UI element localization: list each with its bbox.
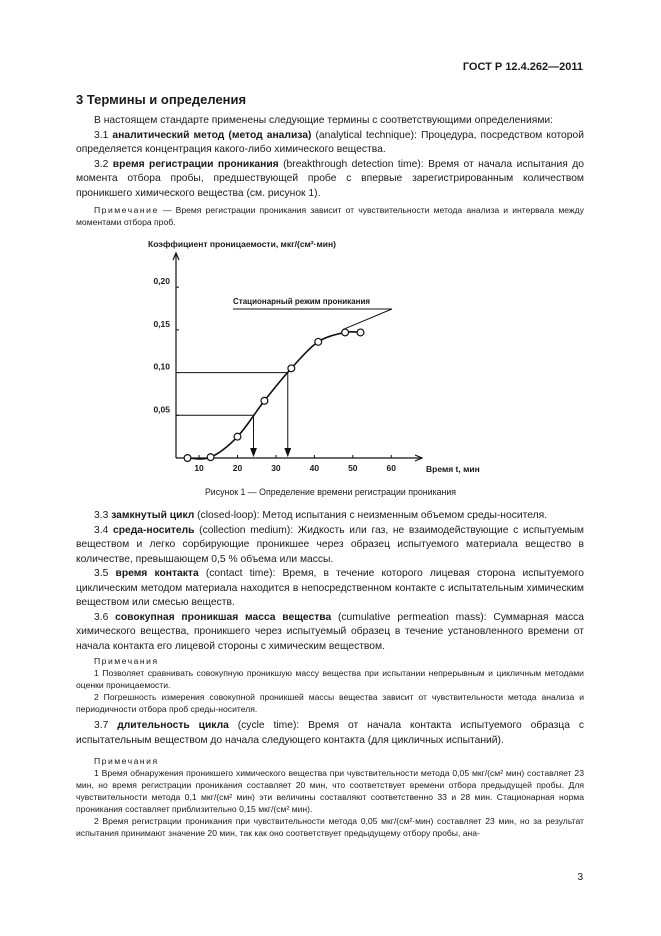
term-number: 3.4 bbox=[94, 524, 109, 536]
note-item: 2 Время регистрации проникания при чувствительности метода 0,05 мкг/(см²·мин) составляет 23 мин, но за результат испытания принимают значение 20 мин, так как оно соответствует предыдущему отбору пробы, ана- bbox=[76, 816, 584, 838]
intro-paragraph: В настоящем стандарте применены следующие термины с соответствующими определениями: bbox=[94, 115, 554, 126]
y-tick-label: 0,10 bbox=[153, 361, 170, 372]
data-point bbox=[342, 329, 349, 336]
steady-state-annotation: Стационарный режим проникания bbox=[233, 297, 371, 306]
note-item: 1 Позволяет сравнивать совокупную проникшую массу вещества при испытании непрерывным и цикличным методами оценки проницаемости. bbox=[76, 668, 584, 690]
term-name: время регистрации проникания bbox=[112, 158, 279, 170]
section-title: 3 Термины и определения bbox=[76, 92, 247, 107]
notes-block-3 bbox=[76, 755, 584, 839]
term-number: 3.3 bbox=[94, 510, 109, 521]
term-name: длительность цикла bbox=[117, 720, 229, 731]
x-tick-label: 30 bbox=[271, 463, 281, 473]
term-definition: (closed-loop): Метод испытания с неизменным объемом среды-носителя. bbox=[194, 510, 548, 521]
data-point bbox=[315, 338, 322, 345]
notes-heading: Примечания bbox=[94, 656, 159, 666]
term-name: совокупная проникшая масса вещества bbox=[115, 611, 332, 623]
document-id: ГОСТ Р 12.4.262—2011 bbox=[462, 61, 583, 73]
term-definition: (cumulative permeation mass): Суммарная масса химического вещества, проникшего через испытуемый образец в течение установленного времени от начала контакта его лицевой стороны с химическим веществом. bbox=[76, 611, 584, 652]
terms-block-2 bbox=[76, 509, 584, 654]
term-name: время контакта bbox=[115, 568, 199, 579]
term-definition: (collection medium): Жидкость или газ, не взаимодействующие с испытуемым веществом и легко сорбирующие проникшее через образец испытуемого материала вещество в количестве, превышающем 0,5 % объема или массы. bbox=[76, 524, 584, 565]
term-definition: (contact time): Время, в течение которого лицевая сторона испытуемого цикличеcким методом материала находится в непосредственном контакте с испытательным химическим веществом или смесью веществ. bbox=[76, 568, 584, 608]
notes-block-2 bbox=[76, 655, 584, 715]
term-number: 3.5 bbox=[94, 568, 109, 579]
term-block-3 bbox=[76, 719, 584, 748]
x-tick-label: 10 bbox=[194, 463, 204, 473]
term-definition: (cycle time): Время от начала контакта испытуемого образца с испытательным веществом до начала следующего контакта (для цикличных испытаний). bbox=[76, 720, 584, 746]
term-number: 3.1 bbox=[94, 129, 109, 141]
data-point bbox=[184, 455, 191, 462]
x-tick-label: 60 bbox=[386, 463, 396, 473]
y-tick-label: 0,15 bbox=[153, 318, 170, 329]
threshold-arrow bbox=[251, 448, 257, 456]
term-definition: (breakthrough detection time): Время от начала испытания до момента отбора пробы, предшествующей пробе с впервые зарегистрированным количеством проникшего химического вещества (см. рисунок 1). bbox=[76, 158, 584, 199]
annotation-leader bbox=[233, 309, 392, 329]
x-tick-label: 40 bbox=[309, 463, 320, 473]
term-number: 3.6 bbox=[94, 611, 109, 623]
x-axis-label: Время t, мин bbox=[426, 464, 480, 474]
note-heading: Примечание bbox=[94, 205, 159, 215]
term-paragraph bbox=[76, 611, 584, 655]
term-name: аналитический метод (метод анализа) bbox=[112, 129, 312, 141]
term-paragraph bbox=[76, 509, 584, 524]
data-point bbox=[207, 454, 214, 461]
chart-points bbox=[184, 329, 364, 461]
note-item: 1 Время обнаружения проникшего химического вещества при чувствительности метода 0,05 мкг/(см² мин) составляет 23 мин, но время регистрации проникания составляет 20 мин, что соответствует времени отбора предыдущей пробы. Для чувствительности метода 0,1 мкг/(см² мин) эти величины составляют соответственно 33 и 28 мин. Стационарная норма проникания составляет приблизительно 0,15 мкг/(см² мин). bbox=[76, 768, 584, 814]
figure-caption: Рисунок 1 — Определение времени регистрации проникания bbox=[204, 487, 457, 497]
term-number: 3.2 bbox=[94, 158, 109, 170]
note-item: 2 Погрешность измерения совокупной проникшей массы вещества зависит от чувствительности метода анализа и периодичности отбора проб среды-носителя. bbox=[76, 692, 584, 714]
term-name: среда-носитель bbox=[113, 524, 195, 536]
notes-heading: Примечания bbox=[94, 756, 159, 766]
data-point bbox=[234, 433, 241, 440]
x-tick-label: 50 bbox=[348, 463, 358, 473]
data-point bbox=[261, 397, 268, 404]
y-tick-label: 0,05 bbox=[153, 404, 170, 415]
term-number: 3.7 bbox=[94, 720, 109, 731]
threshold-arrow bbox=[285, 448, 291, 456]
term-paragraph bbox=[76, 567, 584, 611]
data-point bbox=[288, 365, 295, 372]
chart-axes bbox=[173, 253, 422, 461]
term-definition: (analytical technique): Процедура, посредством которой определяется концентрация какого-либо химического вещества. bbox=[76, 129, 584, 155]
x-tick-label: 20 bbox=[232, 463, 243, 473]
data-point bbox=[357, 329, 364, 336]
note-text: — Время регистрации проникания зависит от чувствительности метода анализа и интервала между моментами отбора проб. bbox=[76, 205, 584, 227]
y-axis-label: Коэффициент проницаемости, мкг/(см²·мин) bbox=[148, 239, 336, 249]
y-tick-label: 0,20 bbox=[153, 276, 170, 287]
permeation-curve bbox=[188, 332, 361, 459]
term-paragraph bbox=[76, 524, 584, 568]
term-name: замкнутый цикл bbox=[111, 510, 195, 521]
term-paragraph bbox=[76, 719, 584, 748]
page-number: 3 bbox=[577, 872, 583, 883]
